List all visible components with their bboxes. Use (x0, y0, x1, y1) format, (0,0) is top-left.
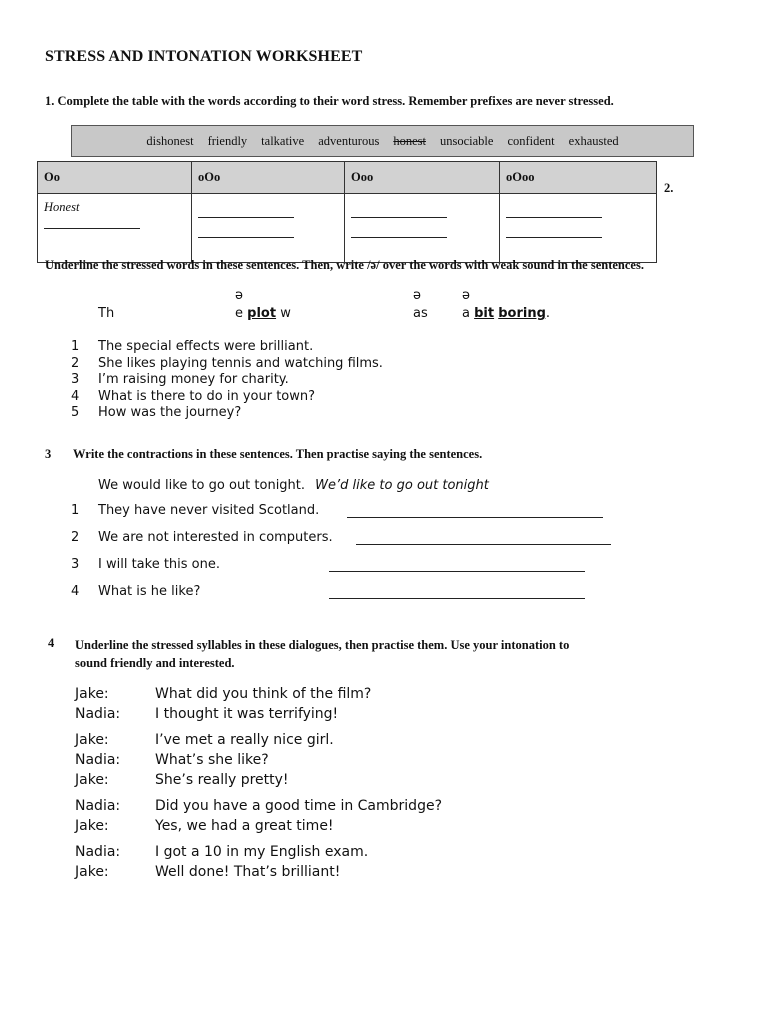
list-item: 5 How was the journey? (71, 405, 242, 420)
dialogue-line: Nadia: What’s she like? (75, 752, 269, 768)
dialogue-line: Jake: Well done! That’s brilliant! (75, 864, 341, 880)
answer-line[interactable] (347, 506, 603, 518)
sentence-list (71, 339, 383, 422)
example-sentence-part: a bit boring. (462, 306, 551, 321)
example-word: Honest (44, 200, 80, 214)
section1-instruction: 1. Complete the table with the words according to their word stress. Remember prefixes are never stressed. (45, 94, 614, 108)
answer-blank[interactable] (351, 225, 447, 238)
example-sentence-part: as (413, 306, 428, 321)
list-item: 4 What is he like? (71, 584, 201, 599)
dialogue-line: Jake: She’s really pretty! (75, 772, 289, 788)
header-ooo-middle: oOo (192, 162, 345, 194)
speaker: Nadia: (75, 844, 121, 860)
list-item: 4 What is there to do in your town? (71, 388, 316, 404)
speaker: Nadia: (75, 706, 121, 722)
word-item-struck: honest (393, 133, 426, 148)
word-item: dishonest (146, 133, 194, 148)
stressed-word: bit (474, 306, 495, 321)
speaker: Nadia: (75, 798, 121, 814)
header-ooo-first: Ooo (345, 162, 500, 194)
dialogue (75, 842, 368, 882)
answer-line[interactable] (356, 533, 611, 545)
contraction-example: We would like to go out tonight. We’d like to go out tonight (98, 478, 489, 493)
dialogue (75, 796, 442, 836)
list-item: 3 I’m raising money for charity. (71, 372, 289, 387)
speaker: Jake: (75, 772, 109, 788)
speaker: Jake: (75, 864, 109, 880)
list-item: 3 I will take this one. (71, 557, 221, 572)
answer-blank[interactable] (351, 205, 447, 218)
word-item: confident (507, 133, 555, 148)
stressed-word: boring (498, 306, 546, 321)
word-item: adventurous (318, 133, 380, 148)
example-sentence-part: Th (98, 306, 115, 321)
worksheet-title: STRESS AND INTONATION WORKSHEET (45, 48, 363, 65)
dialogue-line: Jake: What did you think of the film? (75, 686, 372, 702)
section-number-2: 2. (664, 181, 674, 195)
contraction-example-answer: We’d like to go out tonight (315, 478, 489, 493)
list-item: 1 The special effects were brilliant. (71, 339, 314, 354)
dialogue-line: Jake: I’ve met a really nice girl. (75, 732, 334, 748)
word-box (71, 125, 694, 157)
schwa-mark: ə (235, 288, 243, 303)
stress-table (37, 161, 657, 263)
word-item: unsociable (439, 133, 494, 148)
table-header-row (38, 162, 657, 194)
section3-instruction: Write the contractions in these sentences. Then practise saying the sentences. (73, 447, 483, 461)
speaker: Nadia: (75, 752, 121, 768)
list-item: 1 They have never visited Scotland. (71, 503, 320, 518)
speaker: Jake: (75, 818, 109, 834)
answer-line[interactable] (329, 560, 585, 572)
answer-blank[interactable] (506, 225, 602, 238)
answer-line[interactable] (329, 587, 585, 599)
answer-blank[interactable] (506, 205, 602, 218)
speaker: Jake: (75, 686, 109, 702)
dialogue-line: Nadia: I thought it was terrifying! (75, 706, 339, 722)
dialogue-line: Jake: Yes, we had a great time! (75, 818, 334, 834)
header-oooo: oOoo (500, 162, 657, 194)
table-cell[interactable] (500, 194, 657, 263)
answer-blank[interactable] (198, 225, 294, 238)
example-sentence-part: e plot w (235, 306, 291, 321)
stressed-word: plot (247, 306, 277, 321)
section4-number: 4 (48, 636, 55, 650)
answer-blank[interactable] (44, 216, 140, 229)
section3-number: 3 (45, 447, 52, 461)
header-oo: Oo (38, 162, 192, 194)
section2-instruction: Underline the stressed words in these sentences. Then, write /ə/ over the words with weak sound in the sentences. (45, 258, 644, 272)
dialogue-line: Nadia: Did you have a good time in Cambridge? (75, 798, 442, 814)
list-item: 2 She likes playing tennis and watching films. (71, 355, 383, 371)
dialogue (75, 684, 371, 724)
table-cell[interactable] (192, 194, 345, 263)
answer-blank[interactable] (198, 205, 294, 218)
word-item: friendly (207, 133, 248, 148)
schwa-mark: ə (462, 288, 470, 303)
speaker: Jake: (75, 732, 109, 748)
word-item: talkative (261, 133, 305, 148)
table-cell[interactable] (345, 194, 500, 263)
word-item: exhausted (568, 133, 619, 148)
dialogue-line: Nadia: I got a 10 in my English exam. (75, 844, 369, 860)
schwa-mark: ə (413, 288, 421, 303)
section4-instruction: Underline the stressed syllables in these dialogues, then practise them. Use your intonation to sound friendly and interested. (75, 638, 570, 670)
list-item: 2 We are not interested in computers. (71, 530, 333, 545)
table-cell[interactable] (38, 194, 192, 263)
dialogue (75, 730, 334, 790)
table-row (38, 194, 657, 263)
